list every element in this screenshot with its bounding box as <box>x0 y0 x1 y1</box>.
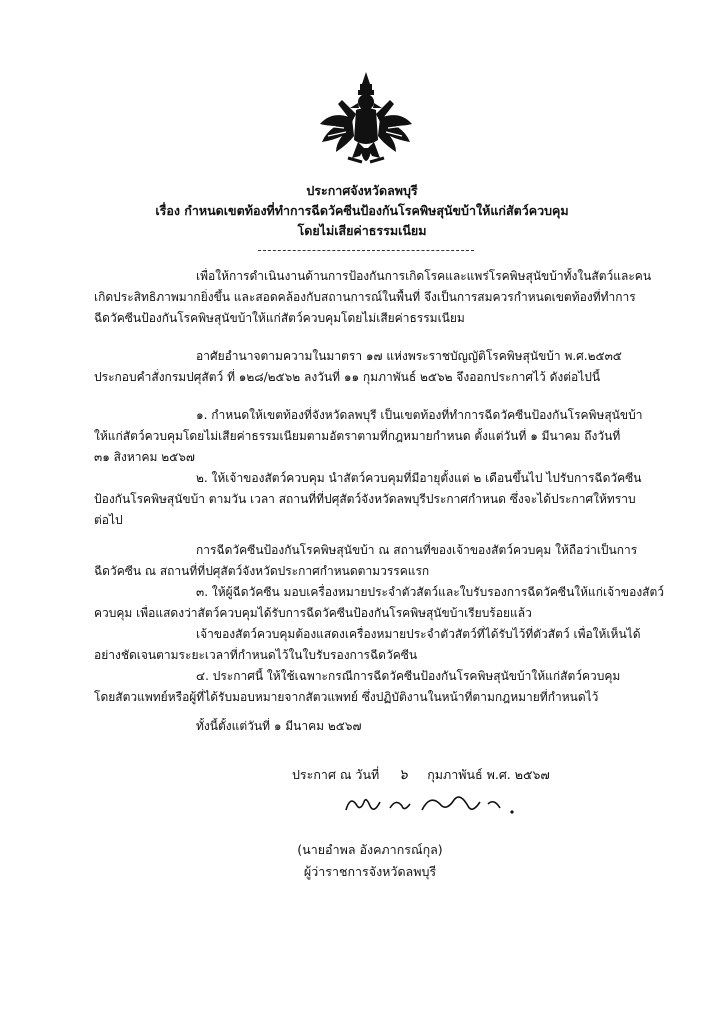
body-line: การฉีดวัคซีนป้องกันโรคพิษสุนัขบ้า ณ สถานที่ของเจ้าของสัตว์ควบคุม ให้ถือว่าเป็นการ <box>196 543 638 557</box>
body-line: อาศัยอำนาจตามความในมาตรา ๑๗ แห่งพระราชบัญญัติโรคพิษสุนัขบ้า พ.ศ.๒๕๓๕ <box>196 349 622 363</box>
body-line: ๒. ให้เจ้าของสัตว์ควบคุม นำสัตว์ควบคุมที่มีอายุตั้งแต่ ๒ เดือนขึ้นไป ไปรับการฉีดวัคซีน <box>196 471 642 485</box>
handwritten-signature <box>340 788 530 822</box>
date-prefix: ประกาศ ณ วันที่ <box>292 767 380 782</box>
body-line: เพื่อให้การดำเนินงานด้านการป้องกันการเกิดโรคและแพร่โรคพิษสุนัขบ้าทั้งในสัตว์และคน <box>196 269 652 283</box>
signer-name: (นายอำพล อังคภากรณ์กุล) <box>297 842 443 857</box>
effective-date-line: ทั้งนี้ตั้งแต่วันที่ ๑ มีนาคม ๒๕๖๗ <box>196 719 362 733</box>
date-month-year: กุมภาพันธ์ พ.ศ. ๒๕๖๗ <box>427 767 550 782</box>
date-day: ๖ <box>398 767 408 783</box>
body-line: เกิดประสิทธิภาพมากยิ่งขึ้น และสอดคล้องกับสถานการณ์ในพื้นที่ จึงเป็นการสมควรกำหนดเขตท้องที่ทำการ <box>94 290 636 304</box>
body-line: ให้แก่สัตว์ควบคุมโดยไม่เสียค่าธรรมเนียมตามอัตราตามที่กฎหมายกำหนด ตั้งแต่วันที่ ๑ มีนาคม ถึงวันที่ <box>94 429 621 443</box>
body-line: โดยสัตวแพทย์หรือผู้ที่ได้รับมอบหมายจากสัตวแพทย์ ซึ่งปฏิบัติงานในหน้าที่ตามกฎหมายที่กำหนดไว้ <box>94 690 599 704</box>
title-divider <box>258 250 474 251</box>
body-line: ฉีดวัคซีนป้องกันโรคพิษสุนัขบ้าให้แก่สัตว์ควบคุมโดยไม่เสียค่าธรรมเนียม <box>94 311 465 325</box>
garuda-emblem <box>318 70 414 174</box>
body-line: ป้องกันโรคพิษสุนัขบ้า ตามวัน เวลา สถานที่ที่ปศุสัตว์จังหวัดลพบุรีประกาศกำหนด ซึ่งจะได้ประกาศให้ทราบ <box>94 492 636 506</box>
body-line: ควบคุม เพื่อแสดงว่าสัตว์ควบคุมได้รับการฉีดวัคซีนป้องกันโรคพิษสุนัขบ้าเรียบร้อยแล้ว <box>94 606 532 620</box>
body-line: ประกอบคำสั่งกรมปศุสัตว์ ที่ ๑๒๘/๒๕๖๒ ลงวันที่ ๑๑ กุมภาพันธ์ ๒๕๖๒ จึงออกประกาศไว้ ดังต่อไปนี้ <box>94 370 601 384</box>
body-line: เจ้าของสัตว์ควบคุมต้องแสดงเครื่องหมายประจำตัวสัตว์ที่ได้รับไว้ที่ตัวสัตว์ เพื่อให้เห็นได้ <box>196 627 641 641</box>
announcement-title: ประกาศจังหวัดลพบุรี <box>306 183 418 198</box>
body-line: ต่อไป <box>94 513 123 527</box>
body-line: ๑. กำหนดให้เขตท้องที่จังหวัดลพบุรี เป็นเขตท้องที่ทำการฉีดวัคซีนป้องกันโรคพิษสุนัขบ้า <box>196 408 643 422</box>
announcement-date <box>292 764 550 786</box>
subject-line-2: โดยไม่เสียค่าธรรมเนียม <box>297 223 427 238</box>
signer-position: ผู้ว่าราชการจังหวัดลพบุรี <box>303 864 437 879</box>
body-line: ๓. ให้ผู้ฉีดวัคซีน มอบเครื่องหมายประจำตัวสัตว์และใบรับรองการฉีดวัคซีนให้แก่เจ้าของสัตว์ <box>196 585 665 599</box>
subject-line-1: เรื่อง กำหนดเขตท้องที่ทำการฉีดวัคซีนป้องกันโรคพิษสุนัขบ้าให้แก่สัตว์ควบคุม <box>155 203 569 218</box>
body-line: อย่างชัดเจนตามระยะเวลาที่กำหนดไว้ในใบรับรองการฉีดวัคซีน <box>94 648 418 662</box>
body-line: ฉีดวัคซีน ณ สถานที่ที่ปศุสัตว์จังหวัดประกาศกำหนดตามวรรคแรก <box>94 564 430 578</box>
body-line: ๓๑ สิงหาคม ๒๕๖๗ <box>94 450 195 464</box>
body-line: ๔. ประกาศนี้ ให้ใช้เฉพาะกรณีการฉีดวัคซีนป้องกันโรคพิษสุนัขบ้าให้แก่สัตว์ควบคุม <box>196 669 621 683</box>
